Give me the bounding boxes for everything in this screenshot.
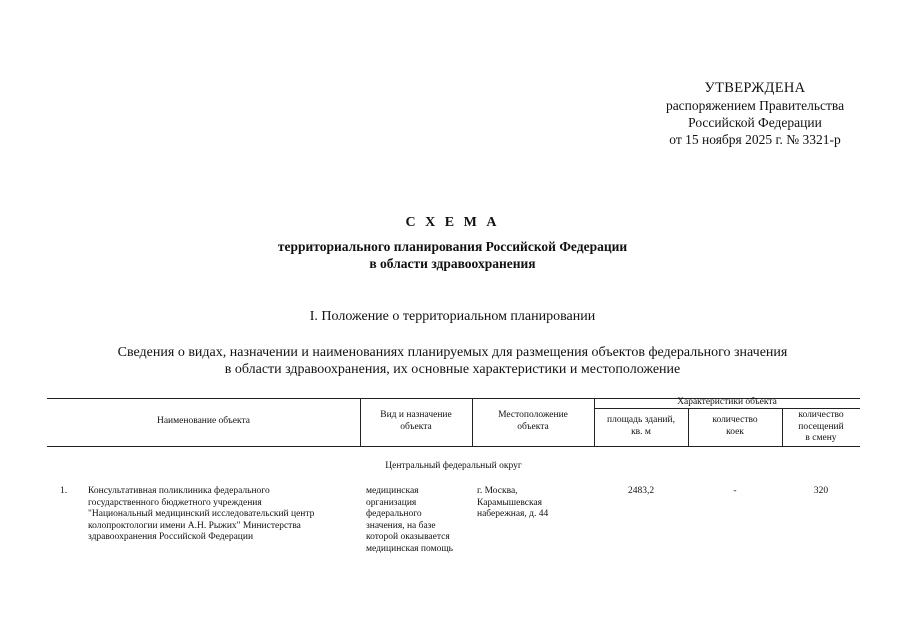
object-type bbox=[366, 486, 470, 555]
subtitle-line: в области здравоохранения bbox=[369, 256, 536, 271]
object-type-line: организация bbox=[366, 497, 417, 508]
document-subtitle bbox=[0, 238, 905, 272]
object-name-line: колопроктологии имени А.Н. Рыжих" Министерства bbox=[88, 520, 301, 531]
header-beds-line: количество bbox=[712, 415, 758, 425]
object-beds: - bbox=[733, 486, 737, 496]
header-location bbox=[472, 410, 594, 433]
header-visits-line: в смену bbox=[805, 433, 837, 443]
object-type-line: федерального bbox=[366, 509, 422, 519]
header-beds-line: коек bbox=[726, 426, 744, 437]
header-visits-line: количество bbox=[798, 410, 844, 420]
approval-block bbox=[600, 80, 905, 148]
header-bottom-border bbox=[47, 446, 860, 447]
header-beds bbox=[688, 415, 782, 438]
header-type-line: объекта bbox=[400, 421, 432, 432]
approval-date: от 15 ноября 2025 г. № 3321-р bbox=[669, 132, 841, 147]
approval-title: УТВЕРЖДЕНА bbox=[704, 80, 806, 96]
object-name bbox=[88, 486, 358, 544]
header-area bbox=[594, 415, 688, 438]
object-type-line: медицинская помощь bbox=[366, 543, 453, 554]
district-heading: Центральный федеральный округ bbox=[385, 461, 522, 471]
object-type-line: значения, на базе bbox=[366, 520, 436, 531]
header-visits-line: посещений bbox=[798, 421, 844, 432]
object-location-line: Карамышевская bbox=[477, 497, 543, 508]
header-type bbox=[360, 410, 472, 433]
object-name-line: Консультативная поликлиника федерального bbox=[88, 486, 270, 496]
object-name-line: государственного бюджетного учреждения bbox=[88, 497, 262, 508]
header-location-line: объекта bbox=[517, 421, 549, 432]
object-name-line: здравоохранения Российской Федерации bbox=[88, 532, 254, 542]
intro-line: в области здравоохранения, их основные характеристики и местоположение bbox=[224, 362, 681, 377]
object-location-line: г. Москва, bbox=[477, 486, 518, 496]
header-location-line: Местоположение bbox=[498, 410, 568, 420]
object-location bbox=[477, 486, 591, 521]
object-type-line: которой оказывается bbox=[366, 532, 450, 542]
subtitle-line: территориального планирования Российской Федерации bbox=[277, 239, 628, 254]
object-visits: 320 bbox=[813, 486, 829, 496]
object-area: 2483,2 bbox=[627, 486, 655, 496]
header-type-line: Вид и назначение bbox=[380, 410, 452, 420]
header-visits bbox=[782, 410, 860, 445]
approval-line: распоряжением Правительства bbox=[665, 98, 845, 113]
object-location-line: набережная, д. 44 bbox=[477, 509, 549, 519]
intro-paragraph bbox=[40, 344, 865, 378]
object-type-line: медицинская bbox=[366, 486, 419, 496]
object-name-line: "Национальный медицинский исследовательский центр bbox=[88, 509, 315, 519]
intro-line: Сведения о видах, назначении и наименованиях планируемых для размещения объектов федерального значения bbox=[117, 345, 788, 360]
header-characteristics: Характеристики объекта bbox=[677, 397, 777, 407]
header-area-line: площадь зданий, bbox=[607, 415, 675, 425]
section-heading: I. Положение о территориальном планировании bbox=[309, 309, 596, 324]
row-number: 1. bbox=[60, 486, 68, 496]
document-title: С Х Е М А bbox=[405, 215, 500, 230]
header-name: Наименование объекта bbox=[156, 416, 250, 426]
header-area-line: кв. м bbox=[631, 426, 651, 437]
approval-line: Российской Федерации bbox=[688, 115, 822, 130]
